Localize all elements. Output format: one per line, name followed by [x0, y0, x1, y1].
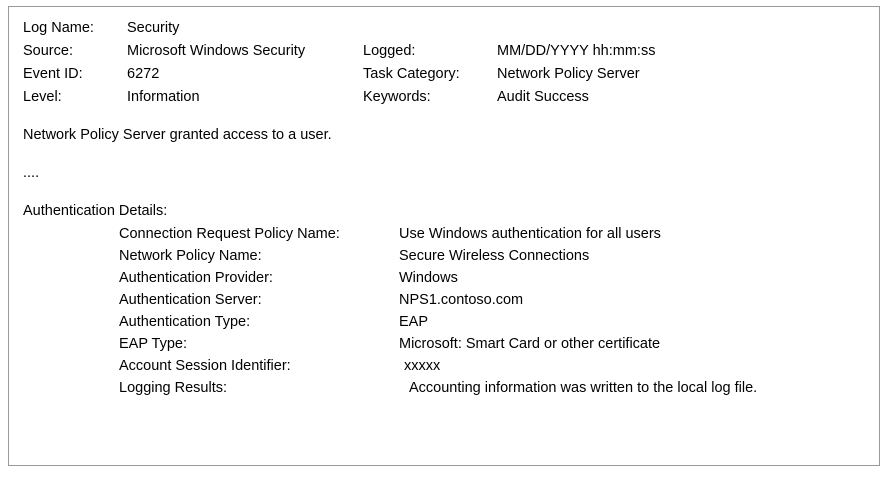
- authentication-server-label: Authentication Server:: [119, 292, 262, 308]
- truncation-ellipsis: ....: [23, 165, 40, 181]
- log-name-label: Log Name:: [23, 20, 94, 36]
- detail-row: [23, 267, 871, 289]
- network-policy-name-label: Network Policy Name:: [119, 248, 262, 264]
- keywords-value: Audit Success: [497, 89, 589, 105]
- level-value: Information: [127, 89, 200, 105]
- account-session-identifier-value: xxxxx: [404, 358, 441, 374]
- level-label: Level:: [23, 89, 62, 105]
- detail-row: [23, 377, 871, 399]
- log-name-value: Security: [127, 20, 180, 36]
- logged-label: Logged:: [363, 43, 416, 59]
- event-description: Network Policy Server granted access to a user.: [23, 127, 332, 143]
- logging-results-label: Logging Results:: [119, 380, 228, 396]
- eap-type-value: Microsoft: Smart Card or other certificate: [399, 336, 661, 352]
- source-label: Source:: [23, 43, 73, 59]
- detail-row: [23, 311, 871, 333]
- keywords-label: Keywords:: [363, 89, 431, 105]
- eap-type-label: EAP Type:: [119, 336, 187, 352]
- event-header-row: [23, 63, 871, 86]
- authentication-provider-value: Windows: [399, 270, 458, 286]
- detail-row: [23, 289, 871, 311]
- task-category-value: Network Policy Server: [497, 66, 640, 82]
- event-id-label: Event ID:: [23, 66, 83, 82]
- account-session-identifier-label: Account Session Identifier:: [119, 358, 291, 374]
- task-category-label: Task Category:: [363, 66, 460, 82]
- source-value: Microsoft Windows Security: [127, 43, 306, 59]
- detail-row: [23, 245, 871, 267]
- event-id-value: 6272: [127, 66, 160, 82]
- event-header-row: [23, 17, 871, 40]
- authentication-server-value: NPS1.contoso.com: [399, 292, 524, 308]
- spacer: [23, 109, 871, 124]
- connection-request-policy-name-label: Connection Request Policy Name:: [119, 226, 340, 242]
- authentication-type-value: EAP: [399, 314, 429, 330]
- authentication-type-label: Authentication Type:: [119, 314, 251, 330]
- event-content: [23, 17, 871, 399]
- spacer: [23, 185, 871, 200]
- logged-value: MM/DD/YYYY hh:mm:ss: [497, 43, 656, 59]
- connection-request-policy-name-value: Use Windows authentication for all users: [399, 226, 661, 242]
- detail-row: [23, 355, 871, 377]
- spacer: [23, 147, 871, 162]
- event-header-row: [23, 40, 871, 63]
- detail-row: [23, 333, 871, 355]
- logging-results-value: Accounting information was written to the local log file.: [409, 380, 758, 396]
- authentication-provider-label: Authentication Provider:: [119, 270, 273, 286]
- authentication-details-title: Authentication Details:: [23, 203, 168, 219]
- event-header-row: [23, 86, 871, 109]
- detail-row: [23, 223, 871, 245]
- network-policy-name-value: Secure Wireless Connections: [399, 248, 590, 264]
- event-detail-panel: [8, 6, 880, 466]
